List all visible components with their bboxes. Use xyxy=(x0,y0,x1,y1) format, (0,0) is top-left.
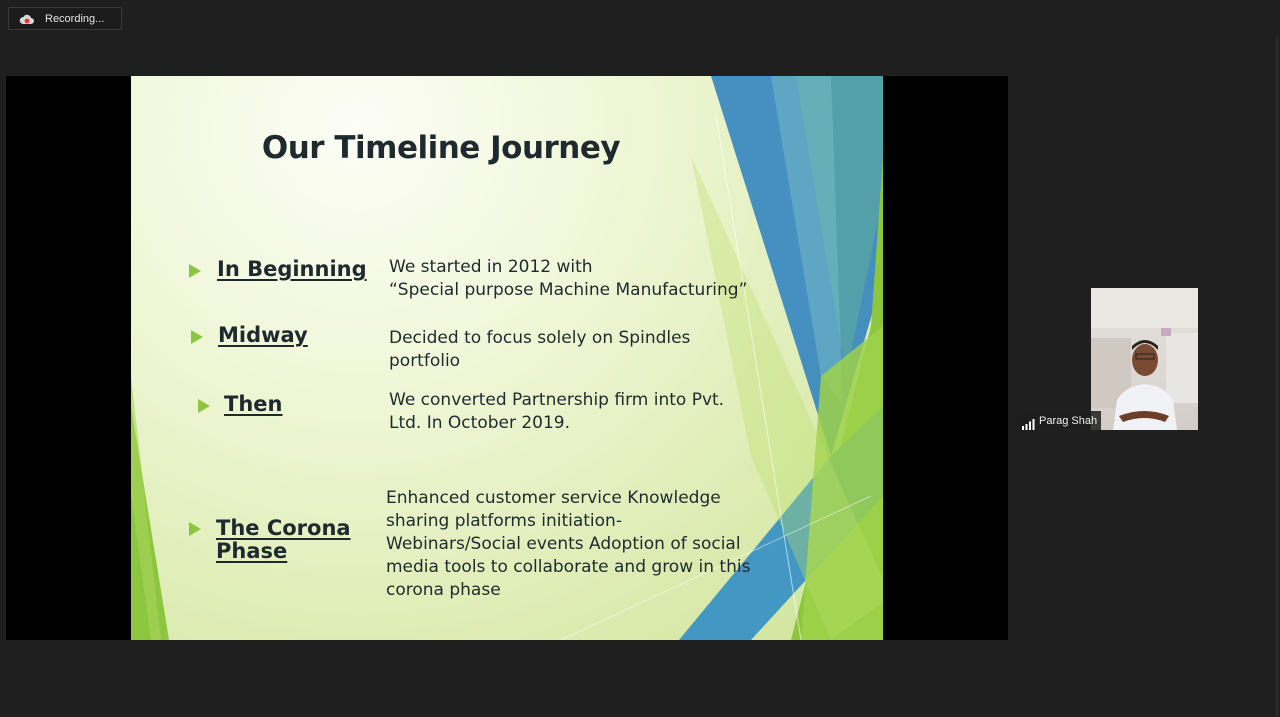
timeline-desc-corona: Enhanced customer service Knowledge sharing platforms initiation- Webinars/Social events Adoption of social media tools to collaborate and grow in this corona phase xyxy=(386,488,751,600)
participant-name-tag xyxy=(1019,411,1101,430)
participant-name: Parag Shah xyxy=(1039,414,1098,427)
timeline-desc-beginning: We started in 2012 with “Special purpose Machine Manufacturing” xyxy=(389,257,748,300)
signal-bars-icon xyxy=(1022,415,1035,426)
recording-indicator[interactable] xyxy=(8,7,122,30)
timeline-desc-then: We converted Partnership firm into Pvt. Ltd. In October 2019. xyxy=(389,390,725,433)
timeline-heading-midway: Midway xyxy=(218,323,308,347)
presentation-slide xyxy=(131,76,883,640)
timeline-heading-beginning: In Beginning xyxy=(217,257,367,281)
timeline-heading-then: Then xyxy=(224,392,283,416)
bullet-arrow-icon xyxy=(198,399,210,413)
shared-screen xyxy=(6,76,1008,640)
recording-label: Recording... xyxy=(45,12,105,25)
window-edge xyxy=(1276,36,1278,717)
bullet-arrow-icon xyxy=(189,522,201,536)
participant-video-tile[interactable] xyxy=(1091,288,1198,430)
slide-title: Our Timeline Journey xyxy=(261,130,621,166)
participant-video-icon xyxy=(1091,288,1198,430)
bullet-arrow-icon xyxy=(189,264,201,278)
timeline-heading-corona: The Corona Phase xyxy=(216,516,351,563)
cloud-record-icon xyxy=(19,12,35,26)
timeline-desc-midway: Decided to focus solely on Spindles portfolio xyxy=(389,328,691,371)
bullet-arrow-icon xyxy=(191,330,203,344)
